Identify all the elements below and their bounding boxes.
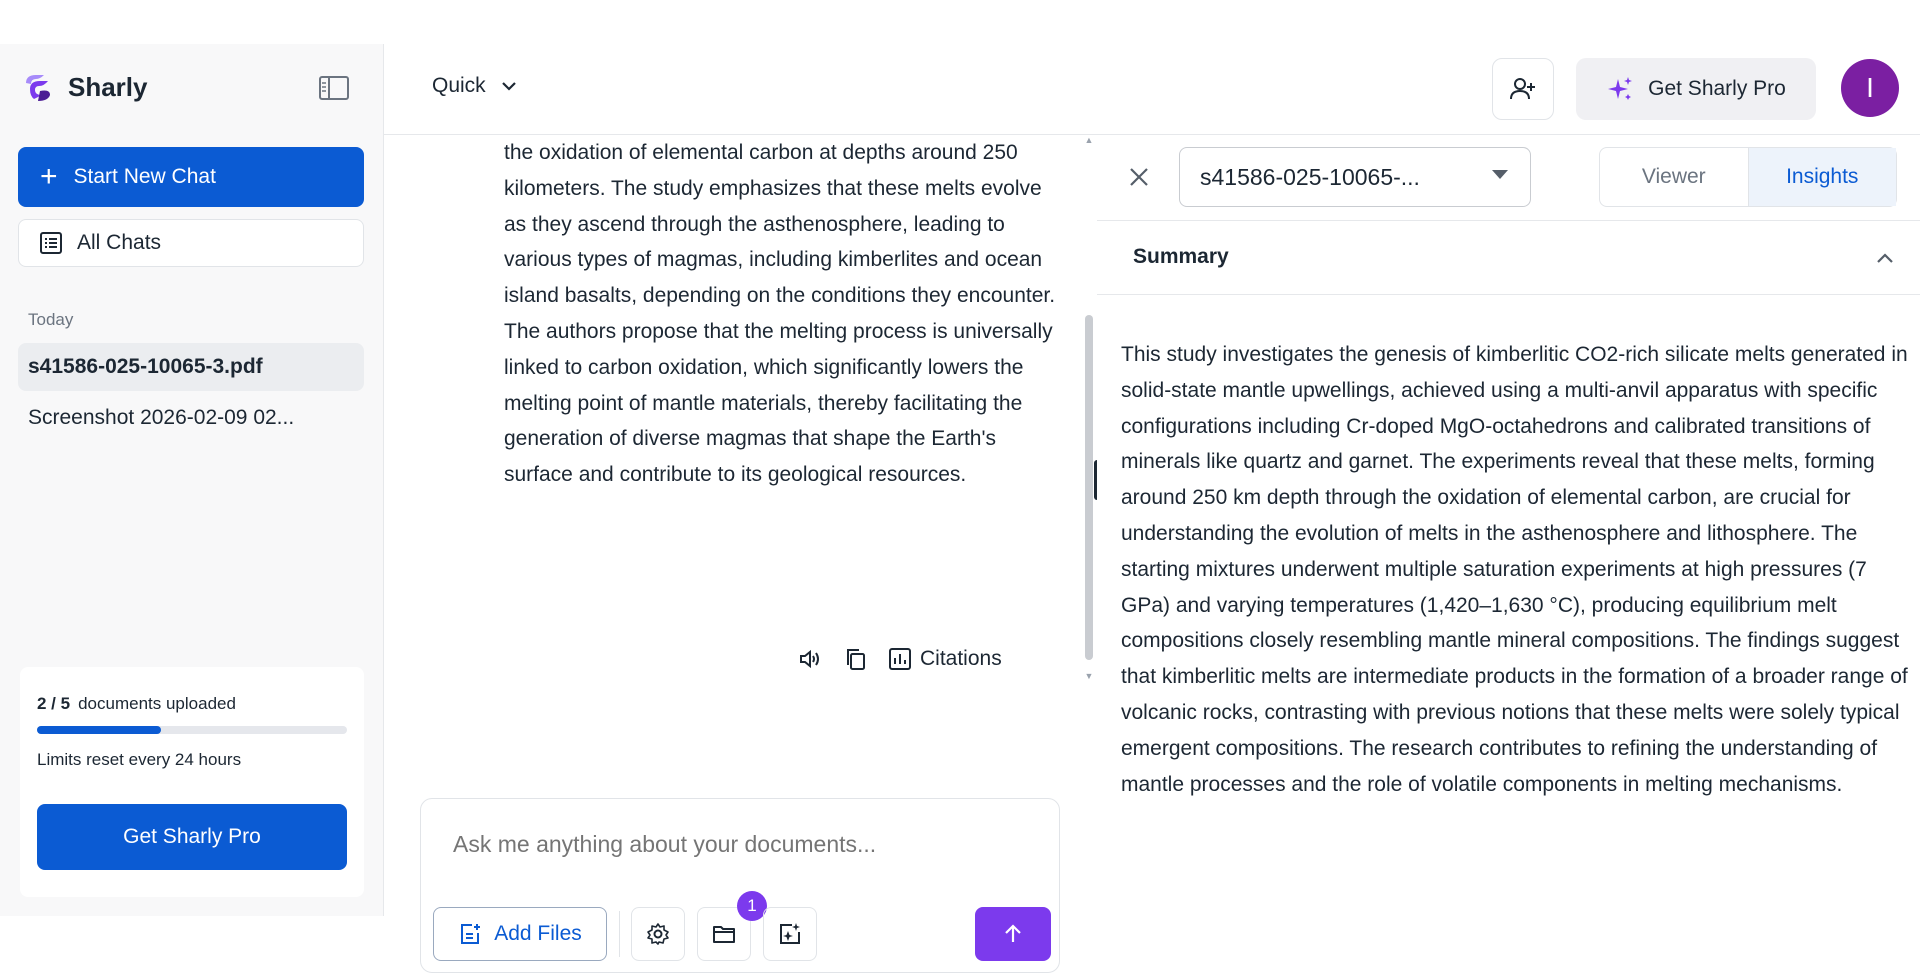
chat-panel	[384, 135, 1097, 945]
chat-history-item[interactable]	[18, 343, 364, 391]
plus-icon: +	[40, 160, 58, 193]
sidebar-get-pro-button[interactable]: Get Sharly Pro	[37, 804, 347, 870]
scroll-thumb[interactable]	[1085, 315, 1093, 660]
document-dropdown-value: s41586-025-10065-...	[1200, 163, 1420, 190]
tab-viewer[interactable]: Viewer	[1641, 165, 1706, 188]
documents-used: 2 / 5	[37, 694, 71, 713]
toolbar-divider	[619, 911, 620, 957]
chevron-up-icon[interactable]	[1873, 247, 1897, 271]
start-new-chat-button[interactable]	[18, 147, 364, 207]
copy-icon	[844, 647, 868, 671]
send-button[interactable]	[975, 907, 1051, 961]
app-window	[0, 44, 1920, 945]
section-label-today: Today	[28, 310, 74, 329]
copy-button[interactable]	[842, 645, 870, 673]
message-actions	[796, 645, 1002, 673]
message-input[interactable]	[453, 831, 1013, 858]
add-files-button[interactable]	[433, 907, 607, 961]
close-icon	[1127, 165, 1151, 189]
view-mode-toggle	[1599, 147, 1897, 207]
top-bar	[384, 44, 1920, 135]
ai-image-button[interactable]	[763, 907, 817, 961]
documents-label: documents uploaded	[78, 694, 236, 713]
brand[interactable]	[20, 69, 148, 105]
folder-icon	[712, 922, 736, 946]
summary-text: This study investigates the genesis of kimberlitic CO2-rich silicate melts generated in solid-state mantle upwellings, achieved using a multi-anvil apparatus with specific configurations including Cr-doped MgO-octahedrons and calibrated transitions of minerals like quartz and garnet. The experiments reveal that these melts, forming around 250 km depth through the oxidation of elemental carbon, are crucial for understanding the evolution of melts in the asthenosphere and lithosphere. The starting mixtures underwent multiple saturation experiments at high pressures (7 GPa) and varying temperatures (1,420–1,630 °C), producing equilibrium melt compositions closely resembling mantle mineral compositions. The findings suggest that kimberlitic melts are intermediate products in the formation of a broader range of volcanic rocks, contrasting with previous notions that these melts were solely typical emergent compositions. The research contributes to refining the understanding of mantle processes and the role of volatile components in melting mechanisms.	[1121, 343, 1908, 796]
close-panel-button[interactable]	[1123, 161, 1155, 193]
citations-label: Citations	[920, 647, 1002, 670]
user-avatar[interactable]: I	[1841, 59, 1899, 117]
add-files-label: Add Files	[494, 922, 582, 945]
document-panel	[1097, 135, 1920, 916]
settings-button[interactable]	[631, 907, 685, 961]
sparkle-icon	[1606, 75, 1634, 103]
speaker-icon	[798, 647, 822, 671]
arrow-up-icon	[1001, 922, 1025, 946]
add-user-icon	[1509, 75, 1537, 103]
list-icon	[39, 231, 63, 255]
chart-icon	[888, 647, 912, 671]
summary-section-header[interactable]	[1097, 221, 1920, 295]
add-document-icon	[458, 922, 482, 946]
header-get-pro-button[interactable]	[1576, 58, 1816, 120]
read-aloud-button[interactable]	[796, 645, 824, 673]
image-sparkle-icon	[778, 922, 802, 946]
start-new-chat-label: Start New Chat	[73, 165, 216, 188]
documents-count	[37, 694, 236, 714]
chat-history-label: Screenshot 2026-02-09 02...	[28, 406, 295, 429]
limits-reset-text: Limits reset every 24 hours	[37, 750, 242, 769]
message-composer	[420, 798, 1060, 973]
sidebar-panel-icon	[318, 74, 350, 102]
usage-progress-bar	[37, 726, 347, 734]
summary-title: Summary	[1133, 245, 1229, 268]
gear-icon	[646, 922, 670, 946]
assistant-message: the oxidation of elemental carbon at depths around 250 kilometers. The study emphasizes that these melts evolve as they ascend through the asthenosphere, leading to various types of magmas, including kimberlites and ocean island basalts, depending on the conditions they encounter. The authors propose that the melting process is universally linked to carbon oxidation, which significantly lowers the melting point of mantle materials, thereby facilitating the generation of diverse magmas that shape the Earth's surface and contribute to its geological resources.	[504, 141, 1056, 487]
scroll-up-icon[interactable]: ▲	[1084, 135, 1094, 145]
all-chats-button[interactable]	[18, 219, 364, 267]
all-chats-label: All Chats	[77, 231, 162, 254]
usage-card	[20, 667, 364, 897]
header-get-pro-label: Get Sharly Pro	[1648, 77, 1786, 100]
usage-progress-fill	[37, 726, 161, 734]
sidebar-toggle-button[interactable]	[318, 74, 350, 102]
invite-user-button[interactable]	[1492, 58, 1554, 120]
tab-insights[interactable]: Insights	[1748, 148, 1897, 206]
sharly-logo-icon	[20, 69, 56, 105]
caret-down-icon	[1492, 170, 1508, 179]
document-dropdown[interactable]	[1179, 147, 1531, 207]
mode-dropdown[interactable]	[432, 74, 518, 98]
document-panel-header	[1097, 135, 1920, 221]
citations-button[interactable]	[888, 647, 1002, 671]
chat-history-item[interactable]	[18, 394, 364, 442]
mode-label: Quick	[432, 74, 486, 97]
chat-scrollbar[interactable]	[1084, 135, 1094, 680]
sidebar	[0, 44, 384, 916]
folder-count-badge: 1	[737, 891, 767, 921]
scroll-down-icon[interactable]: ▼	[1084, 671, 1094, 681]
brand-name: Sharly	[68, 71, 148, 102]
chevron-down-icon	[500, 80, 518, 92]
chat-history-label: s41586-025-10065-3.pdf	[28, 355, 263, 378]
